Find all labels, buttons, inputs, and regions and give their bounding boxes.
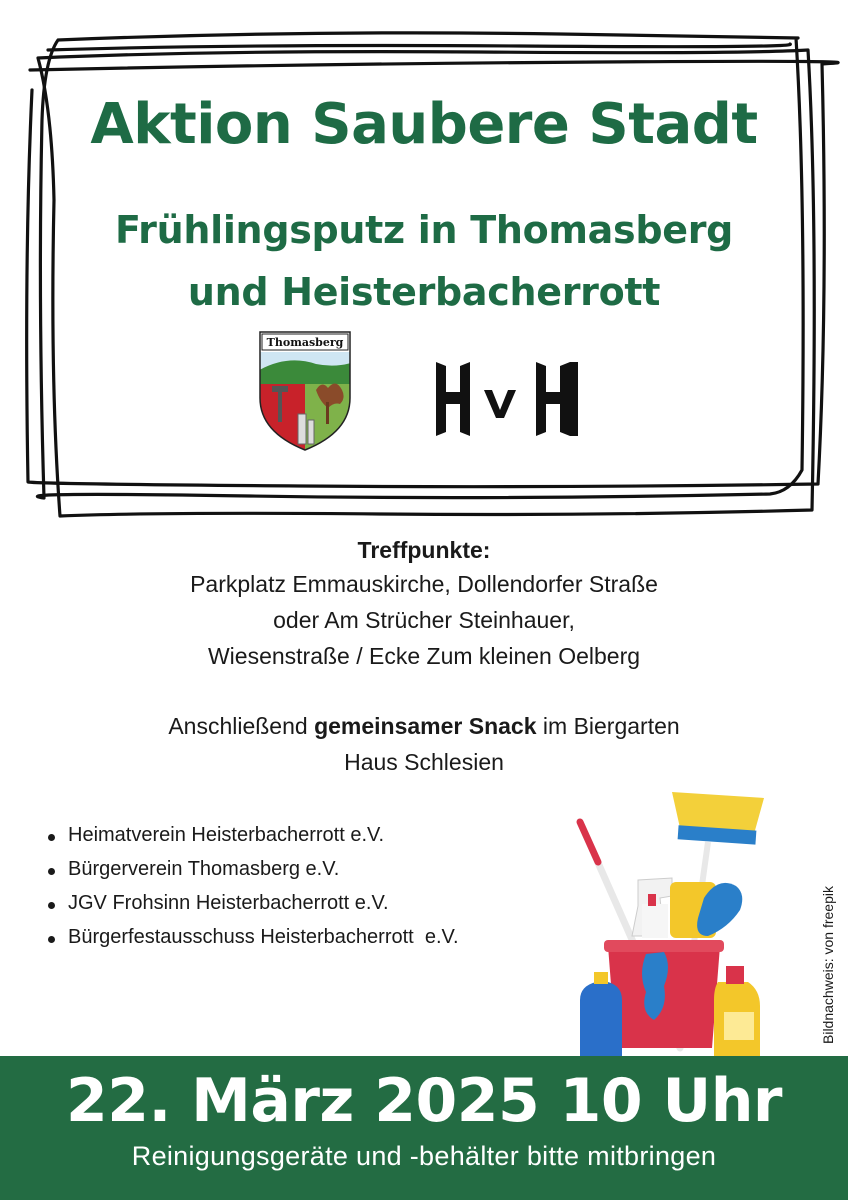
meeting-heading: Treffpunkte:: [357, 537, 491, 563]
event-date: 22. März 2025 10 Uhr: [65, 1066, 783, 1136]
organizer-name: Bürgerverein Thomasberg e.V.: [68, 858, 340, 880]
hvh-logo-icon: [432, 360, 582, 438]
snack-line-2: Haus Schlesien: [344, 749, 504, 775]
meeting-line-3: Wiesenstraße / Ecke Zum kleinen Oelberg: [207, 643, 641, 669]
bullet-icon: [48, 834, 55, 841]
snack-suffix: im Biergarten: [536, 713, 680, 739]
crest-label: Thomasberg: [266, 336, 344, 349]
bullet-icon: [48, 868, 55, 875]
list-item: [46, 926, 459, 960]
organizer-name: Heimatverein Heisterbacherrott e.V.: [68, 824, 385, 846]
organizer-name: Bürgerfestausschuss Heisterbacherrott e.V.: [68, 926, 459, 948]
snack-prefix: Anschließend: [168, 713, 315, 739]
list-item: [46, 858, 459, 892]
meeting-line-1: Parkplatz Emmauskirche, Dollendorfer Straße: [190, 571, 658, 597]
meeting-line-2: oder Am Strücher Steinhauer,: [273, 607, 575, 633]
bring-equipment-note: Reinigungsgeräte und -behälter bitte mitbringen: [131, 1141, 717, 1171]
subtitle-line-2: und Heisterbacherrott: [187, 270, 661, 314]
list-item: [46, 892, 459, 926]
bullet-icon: [48, 902, 55, 909]
snack-line-1: [0, 713, 848, 740]
organizer-name: JGV Frohsinn Heisterbacherrott e.V.: [68, 892, 389, 914]
snack-bold: gemeinsamer Snack: [314, 713, 537, 739]
organizer-list: [46, 824, 459, 960]
page-title: Aktion Saubere Stadt: [90, 92, 758, 157]
subtitle-line-1: Frühlingsputz in Thomasberg: [114, 208, 734, 252]
thomasberg-crest-icon: [256, 328, 354, 452]
bullet-icon: [48, 936, 55, 943]
image-credit: Bildnachweis: von freepik: [820, 886, 836, 1044]
cleaning-supplies-icon: [568, 786, 772, 1058]
list-item: [46, 824, 459, 858]
